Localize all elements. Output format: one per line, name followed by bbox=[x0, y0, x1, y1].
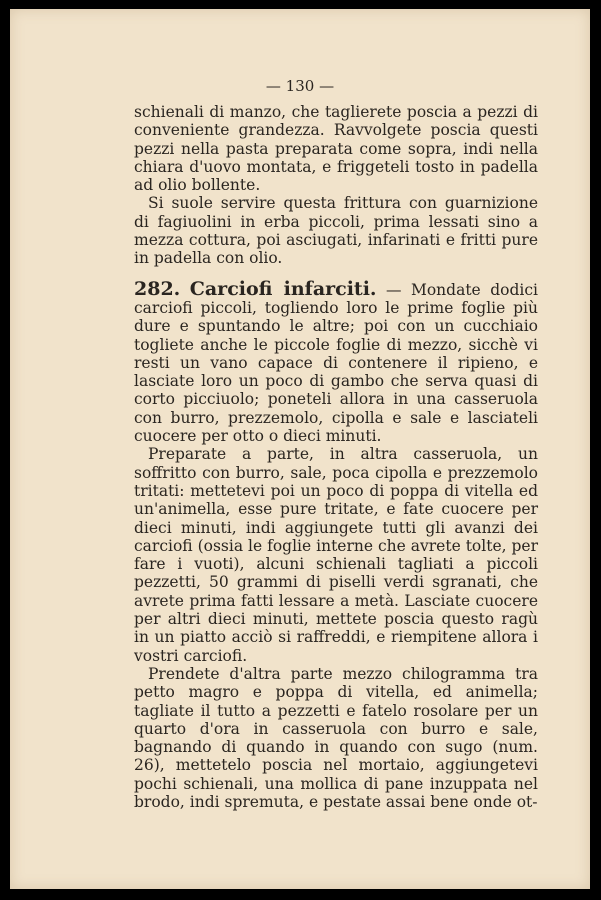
recipe-282 bbox=[134, 277, 538, 446]
page-body bbox=[134, 103, 538, 811]
recipe-intro: — Mondate dodici carciofi piccoli, togliendo loro le prime foglie più dure e spuntando le altre; poi con un cucchiaio togliete anche le piccole foglie di mezzo, sicchè vi resti un vano capace di contenere il ripieno, e lasciate loro un poco di gambo che serva quasi di corto picciuolo; poneteli allora in una casseruola con burro, prezzemolo, cipolla e sale e lasciateli cuocere per otto o dieci minuti. bbox=[134, 280, 538, 446]
recipe-paragraph-3: Prendete d'altra parte mezzo chilogramma tra petto magro e poppa di vitella, ed animella; tagliate il tutto a pezzetti e fatelo rosolare per un quarto d'ora in casseruola con burro e sale, bagnando di quando in quando con sugo (num. 26), mettetelo poscia nel mortaio, aggiungetevi pochi schienali, una mollica di pane inzuppata nel brodo, indi spremuta, e pestate assai bene onde ot- bbox=[134, 664, 538, 811]
paragraph-continued: schienali di manzo, che taglierete poscia a pezzi di conveniente grandezza. Ravvolgete poscia questi pezzi nella pasta preparata come sopra, indi nella chiara d'uovo montata, e friggeteli tosto in padella ad olio bollente. bbox=[134, 103, 538, 195]
recipe-paragraph-2: Preparate a parte, in altra casseruola, un soffritto con burro, sale, poca cipolla e prezzemolo tritati: mettetevi poi un poco di poppa di vitella ed un'animella, esse pure tritate, e fate cuocere per dieci minuti, indi aggiungete tutti gli avanzi dei carciofi (ossia le foglie interne che avrete tolte, per fare i vuoti), alcuni schienali tagliati a piccoli pezzetti, 50 grammi di piselli verdi sgranati, che avrete prima fatti lessare a metà. Lasciate cuocere per altri dieci minuti, mettete poscia questo ragù in un piatto acciò si raffreddi, e riempitene allora i vostri carciofi. bbox=[134, 445, 538, 665]
paragraph-serving: Si suole servire questa frittura con guarnizione di fagiuolini in erba piccoli, prima lessati sino a mezza cottura, poi asciugati, infarinati e fritti pure in padella con olio. bbox=[134, 194, 538, 268]
recipe-number: 282. bbox=[134, 277, 181, 300]
book-page bbox=[10, 9, 590, 889]
page-number: — 130 — bbox=[265, 77, 335, 95]
recipe-title: Carciofi infarciti. bbox=[189, 277, 377, 300]
